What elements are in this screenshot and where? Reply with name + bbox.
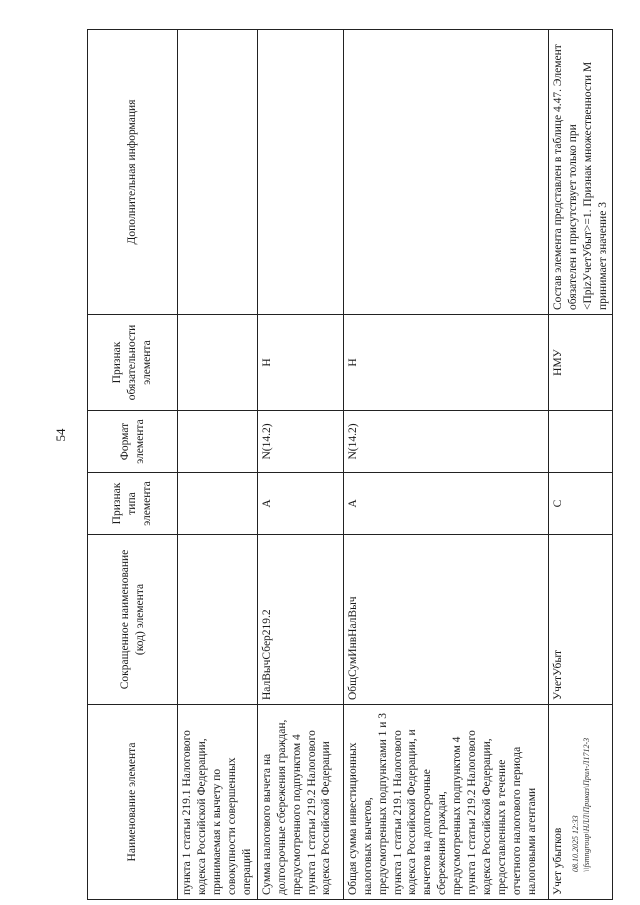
- cell-info: Состав элемента представлен в таблице 4.47. Элемент обязателен и присутствует только при <ПрizУчетУбыт>=1. Признак множественности М принимает значение 3: [548, 30, 613, 315]
- header-info: Дополнительная информация: [88, 30, 178, 315]
- cell-name: Общая сумма инвестиционных налоговых вычетов, предусмотренных подпунктами 1 и 3 пункта 1 статьи 219.1 Налогового кодекса Российской Федерации, и вычетов на долгосрочные сбережения граждан, предусмотренных подпунктом 4 пункта 1 статьи 219.2 Налогового кодекса Российской Федерации, предоставленных в течение отчетного налогового периода налоговыми агентами: [343, 705, 548, 900]
- table-row: [257, 30, 343, 900]
- cell-name: пункта 1 статьи 219.1 Налогового кодекса Российской Федерации, принимаемая к вычету по совокупности совершенных операций: [178, 705, 258, 900]
- elements-table: [87, 29, 613, 900]
- cell-type: А: [343, 473, 548, 535]
- table-row: [548, 30, 613, 900]
- cell-type: [178, 473, 258, 535]
- cell-format: [548, 411, 613, 473]
- cell-format: N(14.2): [343, 411, 548, 473]
- cell-format: [178, 411, 258, 473]
- cell-code: НалВычСбер219.2: [257, 535, 343, 705]
- cell-required: НМУ: [548, 315, 613, 411]
- table-header-row: [88, 30, 178, 900]
- header-type: Признак типа элемента: [88, 473, 178, 535]
- cell-code: ОбщСумИнвНалВыч: [343, 535, 548, 705]
- cell-info: [343, 30, 548, 315]
- cell-info: [257, 30, 343, 315]
- header-required: Признак обязательности элемента: [88, 315, 178, 411]
- table-row: [343, 30, 548, 900]
- cell-code: УчетУбыт: [548, 535, 613, 705]
- cell-required: [178, 315, 258, 411]
- cell-code: [178, 535, 258, 705]
- cell-name: Сумма налогового вычета на долгосрочные сбережения граждан, предусмотренного подпунктом 4 пункта 1 статьи 219.2 Налогового кодекса Российской Федерации: [257, 705, 343, 900]
- footer-timestamp: 08.10.2025 12:33: [571, 815, 580, 872]
- header-format: Формат элемента: [88, 411, 178, 473]
- header-name: Наименование элемента: [88, 705, 178, 900]
- page-number: 54: [53, 428, 68, 442]
- header-code: Сокращенное наименование (код) элемента: [88, 535, 178, 705]
- cell-name: Учет убытков: [548, 705, 613, 900]
- cell-info: [178, 30, 258, 315]
- cell-format: N(14.2): [257, 411, 343, 473]
- cell-type: С: [548, 473, 613, 535]
- footer-doc-ref: \\fsmngroup\HЛЛ\Приказ\Прил-Л1712-3: [582, 737, 592, 872]
- cell-required: Н: [343, 315, 548, 411]
- cell-type: А: [257, 473, 343, 535]
- table-row: [178, 30, 258, 900]
- cell-required: Н: [257, 315, 343, 411]
